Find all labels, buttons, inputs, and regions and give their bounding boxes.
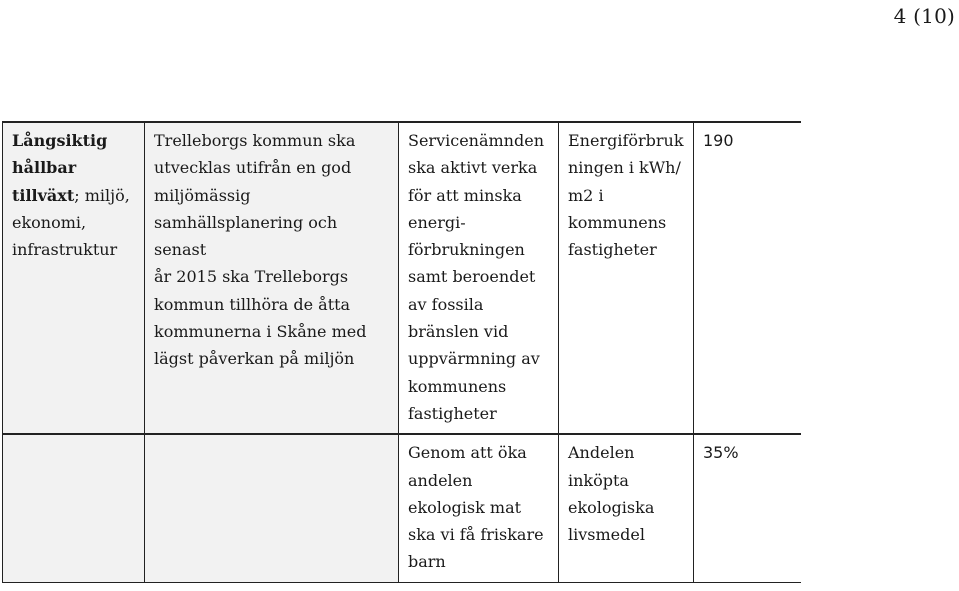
target-line: barn	[408, 552, 446, 572]
target-value: 35%	[703, 443, 739, 463]
target-line: Servicenämnden	[408, 131, 544, 150]
table-row	[3, 122, 801, 434]
goal-line: kommun tillhöra de åtta	[154, 294, 351, 314]
focus-area-line	[12, 182, 136, 209]
indicator-line: inköpta	[568, 470, 629, 490]
indicator-cell	[559, 122, 694, 434]
focus-area-line: infrastruktur	[12, 240, 118, 260]
focus-area-cell	[3, 122, 145, 434]
indicator-line: kommunens	[568, 212, 667, 232]
target-line: samt beroendet	[408, 267, 536, 287]
target-cell	[399, 122, 559, 434]
indicator-cell	[559, 434, 694, 582]
indicator-line: Andelen	[568, 443, 635, 463]
value-cell	[694, 122, 801, 434]
target-line: andelen	[408, 470, 473, 490]
focus-area-rest: ; miljö,	[74, 185, 130, 205]
target-line: ska vi få friskare	[408, 525, 544, 545]
target-line: ekologisk mat	[408, 497, 522, 517]
focus-area-line: hållbar	[12, 158, 77, 178]
focus-area-bold: tillväxt	[12, 185, 75, 205]
target-line: förbrukningen	[408, 240, 525, 260]
page-number: 4 (10)	[893, 4, 955, 28]
indicator-line: m2 i	[568, 185, 604, 205]
target-value: 190	[703, 131, 734, 150]
goal-line: år 2015 ska Trelleborgs	[154, 267, 349, 287]
indicator-line: livsmedel	[568, 525, 645, 545]
target-line: av fossila	[408, 294, 484, 314]
goal-line: samhällsplanering och senast	[154, 212, 338, 260]
goal-line: kommunerna i Skåne med	[154, 322, 367, 342]
target-line: energi-	[408, 212, 466, 232]
target-line: Genom att öka	[408, 443, 527, 463]
target-line: ska aktivt verka	[408, 158, 538, 178]
target-line: uppvärmning av	[408, 349, 540, 369]
indicator-line: ningen i kWh/	[568, 158, 681, 178]
goal-line: Trelleborgs kommun ska	[154, 131, 356, 150]
focus-area-line: ekonomi,	[12, 212, 87, 232]
focus-area-line: Långsiktig	[12, 131, 108, 150]
table-row	[3, 434, 801, 582]
goals-table	[2, 121, 801, 583]
goal-line: utvecklas utifrån en god	[154, 158, 352, 178]
target-line: för att minska	[408, 185, 522, 205]
goal-line: lägst påverkan på miljön	[154, 349, 355, 369]
long-term-goal-cell	[145, 122, 399, 434]
target-line: kommunens	[408, 376, 507, 396]
target-cell	[399, 434, 559, 582]
empty-cell	[145, 434, 399, 582]
value-cell	[694, 434, 801, 582]
target-line: bränslen vid	[408, 322, 509, 342]
empty-cell	[3, 434, 145, 582]
goal-line: miljömässig	[154, 185, 251, 205]
target-line: fastigheter	[408, 403, 497, 423]
indicator-line: ekologiska	[568, 497, 655, 517]
indicator-line: Energiförbruk	[568, 131, 684, 150]
indicator-line: fastigheter	[568, 240, 657, 260]
